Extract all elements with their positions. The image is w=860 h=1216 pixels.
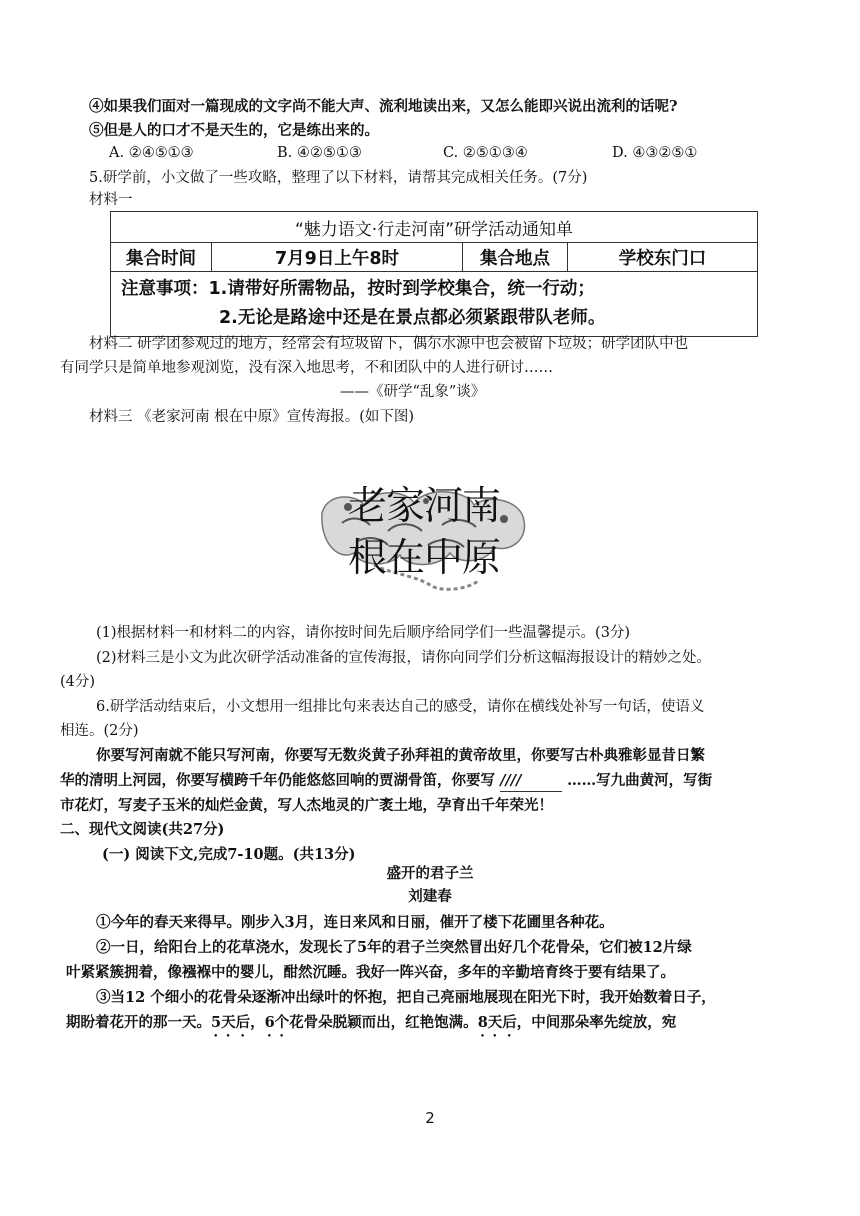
article-para-2-line-1: ②一日，给阳台上的花草浇水，发现长了5年的君子兰突然冒出好几个花骨朵，它们被12片绿 <box>96 939 692 956</box>
sub-question-1: (1)根据材料一和材料二的内容，请你按时间先后顺序给同学们一些温馨提示。(3分) <box>96 625 631 641</box>
page-number: 2 <box>425 1109 435 1127</box>
option-5-line: ⑤但是人的口才不是天生的，它是练出来的。 <box>89 122 379 139</box>
section-2-heading: 二、现代文阅读(共27分) <box>60 821 225 838</box>
passage-line-2-text: 华的清明上河园，你要写横跨千年仍能悠悠回响的贾湖骨笛，你要写 <box>60 772 495 789</box>
material-1-label: 材料一 <box>89 192 133 208</box>
meeting-place-label: 集合地点 <box>463 243 568 272</box>
meeting-time-value: 7月9日上午8时 <box>212 243 463 272</box>
notice-table <box>110 211 758 337</box>
para-3-text-a: 期盼着花开的那一天。 <box>66 1014 211 1031</box>
article-title: 盛开的君子兰 <box>386 865 474 882</box>
answer-option-b: B. ④②⑤①③ <box>277 145 362 161</box>
reading-1-heading: (一) 阅读下文,完成7-10题。(共13分) <box>102 846 356 863</box>
option-4-line: ④如果我们面对一篇现成的文字尚不能大声、流利地读出来，又怎么能即兴说出流利的话呢? <box>89 98 678 115</box>
notice-note-1: 注意事项：1.请带好所需物品，按时到学校集合，统一行动； <box>121 279 595 299</box>
poster-title-line-1: 老家河南 <box>347 484 500 529</box>
question-6-line-1: 6.研学活动结束后，小文想用一组排比句来表达自己的感受，请你在横线处补写一句话，使语义 <box>96 699 705 715</box>
article-para-2-line-2: 叶紧紧簇拥着，像襁褓中的婴儿，酣然沉睡。我好一阵兴奋，多年的辛勤培育终于要有结果了。 <box>66 964 675 981</box>
article-para-3-line-1: ③当12 个细小的花骨朵逐渐冲出绿叶的怀抱，把自己亮丽地展现在阳光下时，我开始数着日子， <box>96 989 716 1006</box>
para-3-text-b: ， <box>250 1014 265 1031</box>
answer-option-a: A. ②④⑤①③ <box>109 145 194 161</box>
meeting-place-value: 学校东门口 <box>568 243 758 272</box>
para-3-emphasis-2: 6个 <box>264 1014 290 1031</box>
notice-title: “魅力语文·行走河南”研学活动通知单 <box>111 212 758 243</box>
passage-line-2 <box>60 771 712 792</box>
answer-option-d: D. ④③②⑤① <box>612 145 698 161</box>
answer-option-c: C. ②⑤①③④ <box>443 145 528 161</box>
poster-title-line-2: 根在中原 <box>347 536 500 581</box>
para-3-emphasis-1: 5天后 <box>211 1014 251 1031</box>
para-3-text-c: 花骨朵脱颖而出，红艳饱满。 <box>289 1014 478 1031</box>
question-5: 5.研学前，小文做了一些攻略，整理了以下材料，请帮其完成相关任务。(7分) <box>89 170 588 186</box>
notice-note-2: 2.无论是路途中还是在景点都必须紧跟带队老师。 <box>219 308 606 328</box>
article-para-3-line-2 <box>66 1013 676 1040</box>
passage-line-1: 你要写河南就不能只写河南，你要写无数炎黄子孙拜祖的黄帝故里，你要写古朴典雅彰显昔日繁 <box>96 747 705 764</box>
sub-question-2-line-1: (2)材料三是小文为此次研学活动准备的宣传海报，请你向同学们分析这幅海报设计的精妙之处。 <box>96 650 712 666</box>
material-2-source: ——《研学“乱象”谈》 <box>340 384 486 400</box>
question-6-line-2: 相连。(2分) <box>60 723 139 739</box>
fill-in-blank[interactable]: //// <box>500 771 562 792</box>
passage-line-3: 市花灯，写麦子玉米的灿烂金黄，写人杰地灵的广袤土地，孕育出千年荣光！ <box>60 797 553 814</box>
material-2-line-2: 有同学只是简单地参观浏览，没有深入地思考，不和团队中的人进行研讨…… <box>60 360 553 376</box>
para-3-emphasis-3: 8天后 <box>477 1014 517 1031</box>
para-3-text-d: ，中间那朵率先绽放，宛 <box>516 1014 677 1031</box>
material-3-label: 材料三 《老家河南 根在中原》宣传海报。(如下图) <box>89 409 415 425</box>
material-2-line-1: 材料二 研学团参观过的地方，经常会有垃圾留下，偶尔水源中也会被留下垃圾；研学团队中也 <box>89 336 689 352</box>
article-para-1: ①今年的春天来得早。刚步入3月，连日来风和日丽，催开了楼下花圃里各种花。 <box>96 914 614 931</box>
poster-image <box>318 461 530 601</box>
sub-question-2-line-2: (4分) <box>60 674 96 690</box>
passage-line-2-end: ……写九曲黄河，写街 <box>567 772 713 789</box>
article-author: 刘建春 <box>408 888 452 905</box>
meeting-time-label: 集合时间 <box>111 243 212 272</box>
notice-notes <box>111 272 758 337</box>
